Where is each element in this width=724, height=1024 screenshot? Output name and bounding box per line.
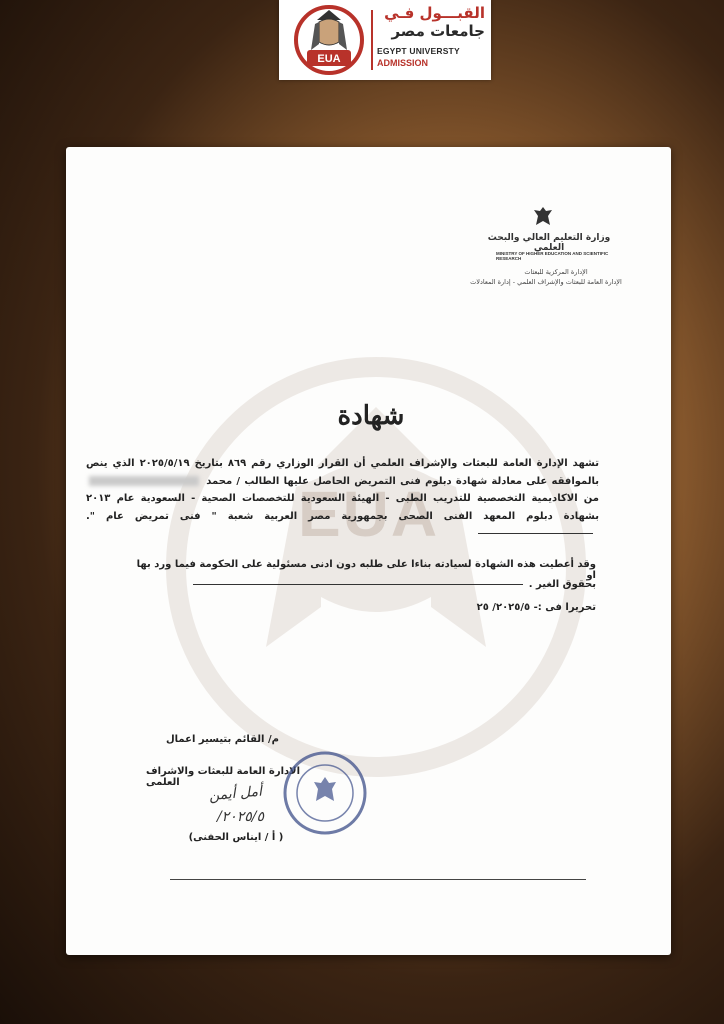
redacted-name: [89, 476, 199, 486]
signatory-department: الادارة العامة للبعثات والاشراف العلمى: [146, 766, 301, 788]
logo-divider: [371, 10, 373, 70]
ministry-name-arabic: وزارة التعليم العالي والبحث العلمي: [487, 233, 611, 253]
header-logo: [279, 0, 491, 80]
issue-date: [396, 602, 596, 613]
certificate-page: [66, 147, 671, 955]
bottom-rule: [170, 879, 586, 880]
issue-date-label: تحريرا فى :-: [533, 602, 596, 613]
watermark-text: EUA: [297, 478, 440, 550]
signatory-role: م/ القائم بتيسير اعمال: [166, 734, 279, 745]
ministry-name-english: MINISTRY OF HIGHER EDUCATION AND SCIENTIFIC RESEARCH: [496, 251, 609, 261]
body-text-part1: تشهد الإدارة العامة للبعثات والإشراف العلمي أن القرار الوزاري رقم ٨٦٩ بتاريخ ٢٠٢٥/٥/١٩ الذي ينص بالموافقه على معادلة شهادة دبلوم فنى التمريض الحاصل عليها الطالب / محمد: [86, 458, 599, 487]
certificate-body: [86, 455, 599, 543]
official-stamp-icon: [280, 749, 370, 837]
handwritten-date: ٢٠٢٥/٥/: [216, 809, 264, 825]
sphinx-emblem-icon: [293, 4, 365, 76]
department-line2: الإدارة العامة للبعثات والإشراف العلمي - إدارة المعادلات: [470, 278, 622, 286]
logo-arabic-line2: جامعات مصر: [391, 22, 485, 40]
logo-english-line2: ADMISSION: [377, 58, 429, 68]
certificate-title: شهادة: [337, 401, 405, 431]
rights-statement: [184, 579, 596, 590]
handwritten-signature: أمل أيمن: [208, 783, 263, 805]
issue-date-value: ٢٠٢٥/٥/ ٢٥: [476, 602, 531, 613]
fill-line: [478, 532, 593, 534]
eagle-emblem-icon: [532, 205, 554, 229]
svg-text:EUA: EUA: [317, 53, 341, 65]
body-text-part2: من الاكاديمية التخصصية للتدريب الطبى - الهيئة السعودية للتخصصات الصحية - السعودية عام ٢٠١٣ بشهادة دبلوم المعهد الفنى الصحى بجمهورية مصر العربية شعبة " فنى تمريض عام ".: [86, 493, 599, 522]
logo-arabic-line1: القبـــول فـي: [384, 4, 485, 22]
logo-english-line1: EGYPT UNIVERSTY: [377, 46, 460, 56]
grant-statement: وقد أعطيت هذه الشهادة لسيادته بناءا على طلبه دون ادنى مسئولية على الحكومة فيما ورد بها او: [136, 559, 596, 581]
department-line1: الإدارة المركزية للبعثات: [524, 268, 588, 276]
fill-line: [193, 584, 523, 585]
signatory-name: ( أ / ايناس الحفنى): [188, 832, 284, 843]
rights-text: بحقوق الغير .: [528, 579, 596, 590]
